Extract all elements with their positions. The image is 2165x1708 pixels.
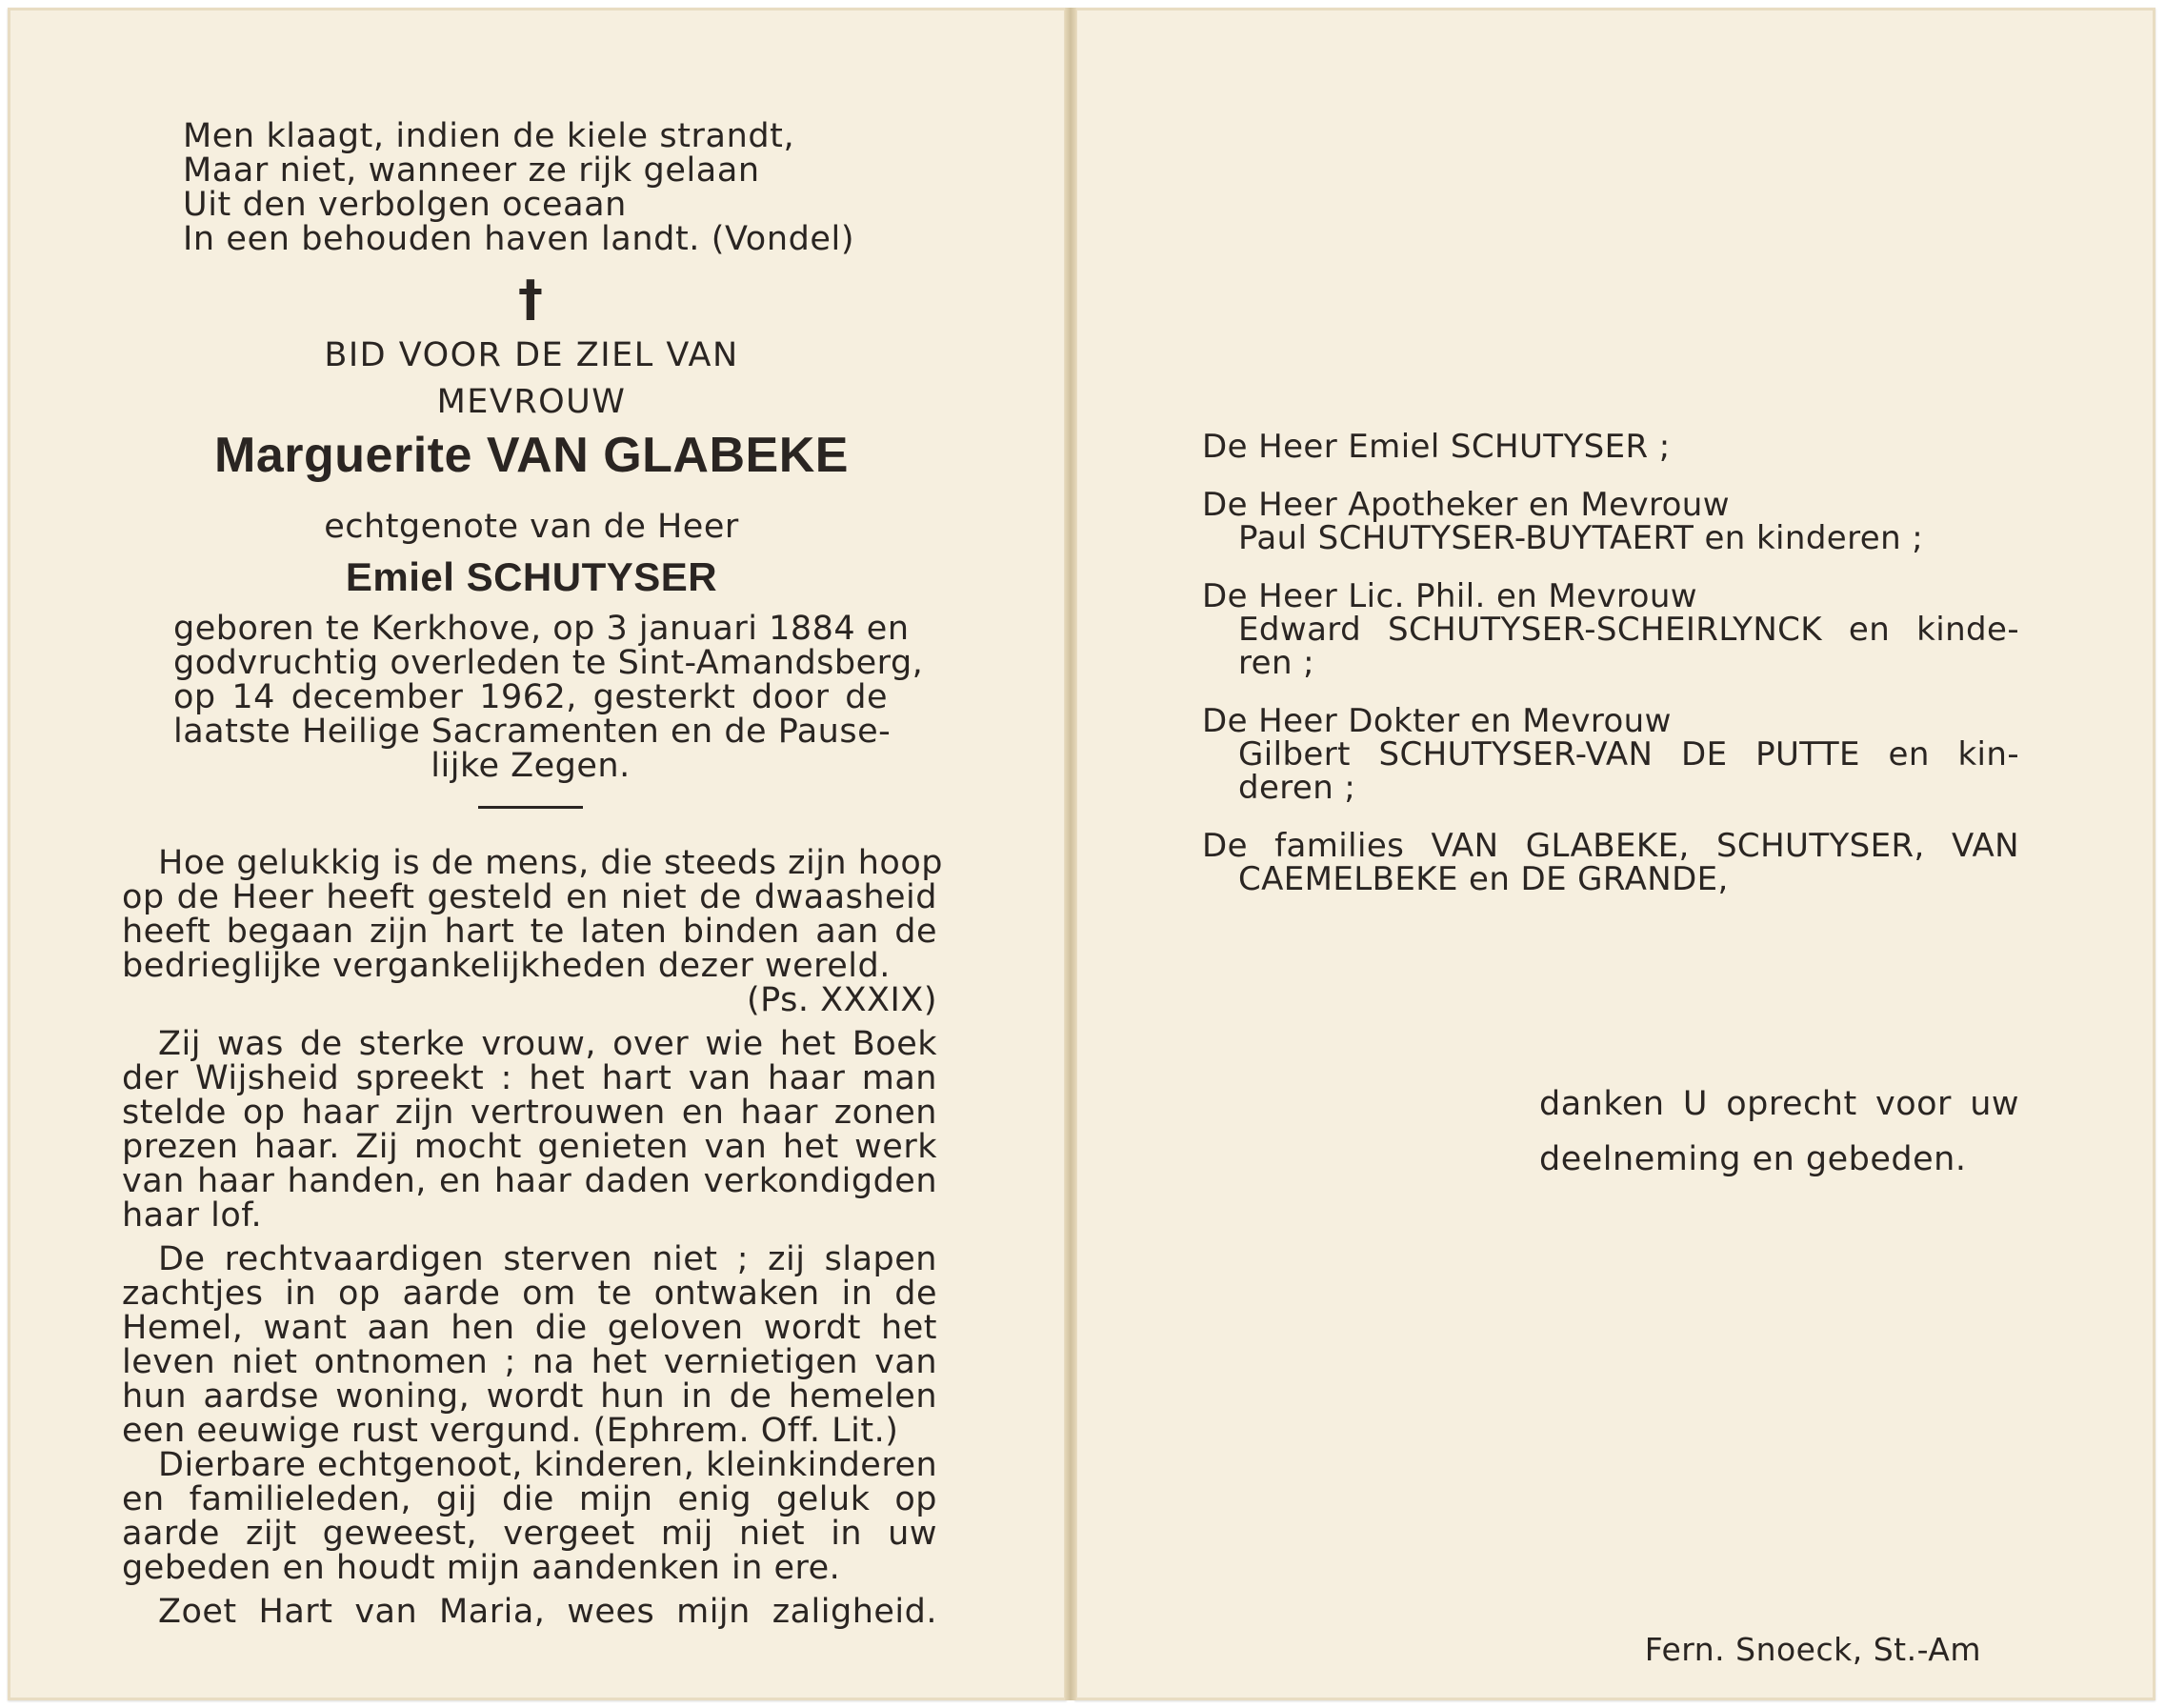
bio-line: godvruchtig overleden te Sint-Amandsberg, xyxy=(173,644,924,682)
family-entry-names: CAEMELBEKE en DE GRANDE, xyxy=(1238,860,1729,898)
divider xyxy=(478,806,583,809)
family-entry-title: De Heer Emiel SCHUTYSER ; xyxy=(1202,428,1671,466)
spouse-name: Emiel SCHUTYSER xyxy=(345,554,718,599)
family-list xyxy=(1202,428,2019,921)
spouse-intro: echtgenote van de Heer xyxy=(324,508,739,546)
prayer-line: Hoe gelukkig is de mens, die steeds zijn hoop xyxy=(158,844,943,882)
thanks-line: danken U oprecht voor uw xyxy=(1539,1085,2019,1123)
family-entry-title: De Heer Dokter en Mevrouw xyxy=(1202,702,1672,740)
prayer-paragraph-4 xyxy=(122,1448,937,1585)
prayer-line: der Wijsheid spreekt : het hart van haar man xyxy=(122,1059,937,1097)
family-entry-names: Gilbert SCHUTYSER-VAN DE PUTTE en kin- xyxy=(1238,735,2019,774)
prayer-text xyxy=(122,844,943,1631)
cross-icon: † xyxy=(518,271,543,328)
bio-line: geboren te Kerkhove, op 3 januari 1884 en xyxy=(173,610,910,648)
prayer-line: en familieleden, gij die mijn enig geluk op xyxy=(122,1480,937,1518)
bio-line: lijke Zegen. xyxy=(431,747,631,785)
prayer-line: stelde op haar zijn vertrouwen en haar zonen xyxy=(122,1094,937,1132)
bio-line: op 14 december 1962, gesterkt door de xyxy=(173,678,888,716)
family-entry-names: ren ; xyxy=(1238,644,1314,682)
prayer-line: gebeden en houdt mijn aandenken in ere. xyxy=(122,1549,841,1587)
thanks-line: deelneming en gebeden. xyxy=(1539,1140,1967,1178)
prayer-line: De rechtvaardigen sterven niet ; zij slapen xyxy=(158,1240,937,1278)
poem-line: Men klaagt, indien de kiele strandt, xyxy=(183,117,795,155)
prayer-line: een eeuwige rust vergund. (Ephrem. Off. Lit.) xyxy=(122,1412,899,1450)
family-entry-title: De Heer Apotheker en Mevrouw xyxy=(1202,486,1730,524)
family-entry-names: Paul SCHUTYSER-BUYTAERT en kinderen ; xyxy=(1238,519,1924,557)
family-entry xyxy=(1202,486,2019,557)
poem-line: Maar niet, wanneer ze rijk gelaan xyxy=(183,151,760,190)
family-entry xyxy=(1202,702,2019,807)
poem-line: Uit den verbolgen oceaan xyxy=(183,186,627,224)
family-entry xyxy=(1202,428,2019,466)
prayer-line: aarde zijt geweest, vergeet mij niet in uw xyxy=(122,1515,937,1553)
family-entry-names: Edward SCHUTYSER-SCHEIRLYNCK en kinde- xyxy=(1238,611,2019,649)
family-entry xyxy=(1202,827,2019,898)
prayer-line: Dierbare echtgenoot, kinderen, kleinkinderen xyxy=(158,1446,938,1484)
family-entry-names: deren ; xyxy=(1238,769,1356,807)
prayer-line: heeft begaan zijn hart te laten binden aan de xyxy=(122,913,937,951)
printer-credit: Fern. Snoeck, St.-Am xyxy=(1644,1631,1981,1668)
card-fold xyxy=(1065,8,1076,1700)
poem-line: In een behouden haven landt. (Vondel) xyxy=(183,220,855,258)
prayer-line: leven niet ontnomen ; na het vernietigen van xyxy=(122,1343,937,1381)
psalm-reference: (Ps. XXXIX) xyxy=(746,981,937,1019)
bio-line: laatste Heilige Sacramenten en de Pause- xyxy=(173,713,892,751)
prayer-line: prezen haar. Zij mocht genieten van het werk xyxy=(122,1128,937,1166)
biography xyxy=(173,610,924,785)
prayer-paragraph-3 xyxy=(122,1242,937,1448)
prayer-paragraph-1 xyxy=(122,844,943,1019)
deceased-name: Marguerite VAN GLABEKE xyxy=(214,428,849,483)
prayer-line: van haar handen, en haar daden verkondigden xyxy=(122,1162,937,1200)
prayer-line: op de Heer heeft gesteld en niet de dwaasheid xyxy=(122,878,937,916)
prayer-line: zachtjes in op aarde om te ontwaken in de xyxy=(122,1275,937,1313)
prayer-line: Zij was de sterke vrouw, over wie het Boek xyxy=(158,1025,937,1063)
title-mevrouw: MEVROUW xyxy=(436,383,627,421)
prayer-line: Zoet Hart van Maria, wees mijn zaligheid. xyxy=(158,1593,937,1631)
prayer-line: Hemel, want aan hen die geloven wordt het xyxy=(122,1309,937,1347)
prayer-line: bedrieglijke vergankelijkheden dezer wereld. xyxy=(122,947,891,985)
family-entry-title: De families VAN GLABEKE, SCHUTYSER, VAN xyxy=(1202,827,2019,865)
prayer-paragraph-5 xyxy=(122,1595,937,1629)
prayer-line: haar lof. xyxy=(122,1196,263,1235)
poem xyxy=(183,119,888,256)
family-entry xyxy=(1202,577,2019,682)
prayer-line: hun aardse woning, wordt hun in de hemelen xyxy=(122,1377,937,1416)
prayer-paragraph-2 xyxy=(122,1027,937,1233)
family-entry-title: De Heer Lic. Phil. en Mevrouw xyxy=(1202,577,1697,615)
thanks-message xyxy=(1539,1076,2019,1187)
pray-heading: BID VOOR DE ZIEL VAN xyxy=(324,336,739,374)
